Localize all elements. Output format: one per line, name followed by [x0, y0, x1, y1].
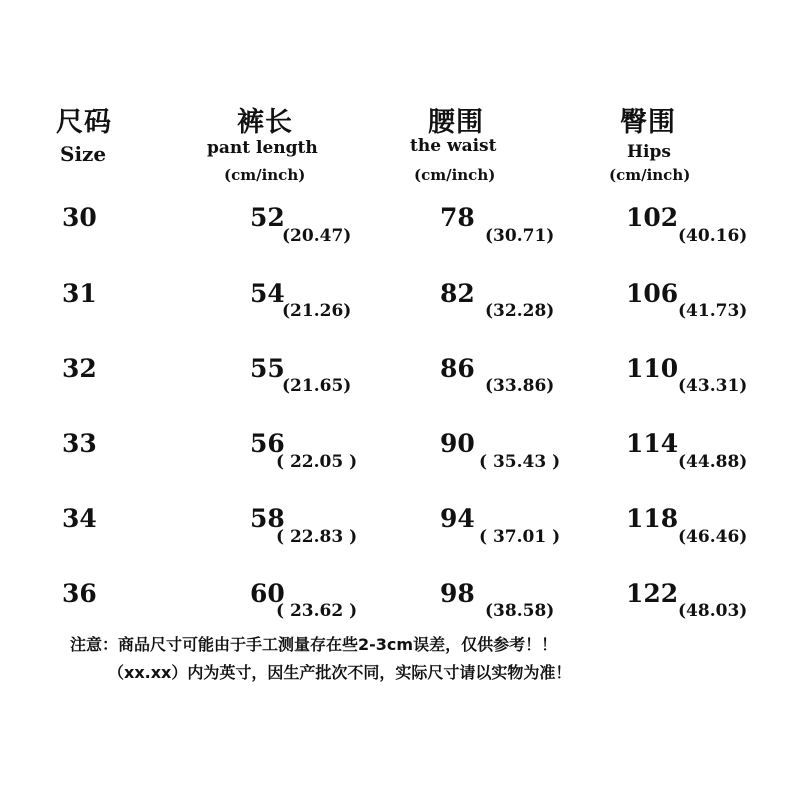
pant-length-inch: ( 23.62 ) [276, 601, 358, 621]
row-size: 34 [62, 504, 97, 533]
hips-inch: (41.73) [678, 301, 748, 321]
waist-cm: 98 [440, 579, 475, 608]
hips-cm: 110 [626, 354, 679, 383]
pant-length-cm: 60 [250, 579, 285, 608]
pant-length-inch: (21.65) [282, 376, 352, 396]
pant-length-cm: 58 [250, 504, 285, 533]
hips-inch: (48.03) [678, 601, 748, 621]
pant-length-inch: ( 22.83 ) [276, 527, 358, 547]
hips-cm: 114 [626, 429, 679, 458]
pant-length-inch: (20.47) [282, 226, 352, 246]
pant-length-cm: 56 [250, 429, 285, 458]
waist-cm: 78 [440, 203, 475, 232]
row-size: 30 [62, 203, 97, 232]
hips-inch: (43.31) [678, 376, 748, 396]
header-hips-unit: (cm/inch) [609, 166, 691, 184]
waist-inch: (30.71) [485, 226, 555, 246]
row-size: 31 [62, 279, 97, 308]
hips-cm: 118 [626, 504, 679, 533]
waist-cm: 86 [440, 354, 475, 383]
header-waist-zh: 腰围 [428, 107, 484, 138]
pant-length-inch: ( 22.05 ) [276, 452, 358, 472]
row-size: 32 [62, 354, 97, 383]
hips-cm: 102 [626, 203, 679, 232]
hips-cm: 106 [626, 279, 679, 308]
waist-inch: ( 37.01 ) [479, 527, 561, 547]
waist-inch: (32.28) [485, 301, 555, 321]
waist-inch: (33.86) [485, 376, 555, 396]
header-hips-en: Hips [627, 142, 671, 162]
header-hips-zh: 臀围 [620, 107, 676, 138]
header-pant-length-unit: (cm/inch) [224, 166, 306, 184]
waist-cm: 94 [440, 504, 475, 533]
pant-length-cm: 54 [250, 279, 285, 308]
pant-length-cm: 52 [250, 203, 285, 232]
waist-inch: ( 35.43 ) [479, 452, 561, 472]
header-size-en: Size [60, 142, 107, 166]
pant-length-cm: 55 [250, 354, 285, 383]
hips-cm: 122 [626, 579, 679, 608]
row-size: 33 [62, 429, 97, 458]
waist-cm: 90 [440, 429, 475, 458]
row-size: 36 [62, 579, 97, 608]
measurement-note: 注意：商品尺寸可能由于手工测量存在些2-3cm误差，仅供参考！！ [70, 635, 558, 654]
header-waist-unit: (cm/inch) [414, 166, 496, 184]
header-waist-en: the waist [410, 136, 497, 156]
inch-note: （xx.xx）内为英寸，因生产批次不同，实际尺寸请以实物为准！ [108, 663, 572, 682]
hips-inch: (46.46) [678, 527, 748, 547]
hips-inch: (40.16) [678, 226, 748, 246]
waist-inch: (38.58) [485, 601, 555, 621]
waist-cm: 82 [440, 279, 475, 308]
header-size-zh: 尺码 [56, 107, 112, 138]
pant-length-inch: (21.26) [282, 301, 352, 321]
header-pant-length-zh: 裤长 [237, 107, 293, 138]
hips-inch: (44.88) [678, 452, 748, 472]
header-pant-length-en: pant length [207, 138, 318, 158]
